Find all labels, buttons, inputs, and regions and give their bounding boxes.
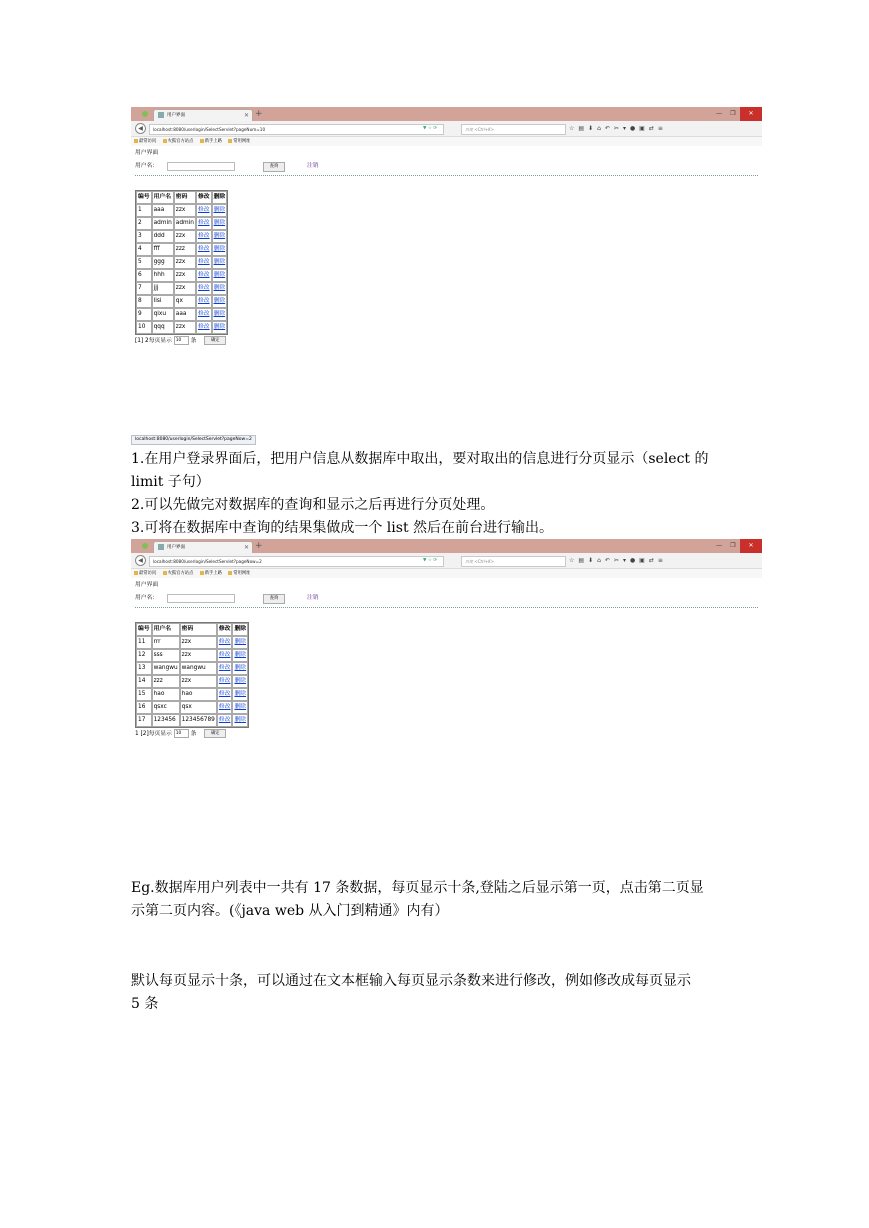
table-cell <box>217 688 233 701</box>
table-cell <box>232 675 248 688</box>
username-input[interactable] <box>167 162 235 171</box>
table-row <box>136 243 227 256</box>
pager <box>135 335 758 347</box>
table-cell: 17 <box>136 714 152 727</box>
table-cell: ddd <box>152 230 174 243</box>
table-cell: 6 <box>136 269 152 282</box>
new-tab-icon[interactable]: + <box>255 541 263 551</box>
delete-link[interactable]: 删除 <box>234 704 247 710</box>
new-tab-icon[interactable]: + <box>255 109 263 119</box>
table-cell: zzx <box>174 282 196 295</box>
folder-icon <box>134 139 138 143</box>
edit-link[interactable]: 修改 <box>197 311 210 317</box>
shield-icon[interactable]: ▼ ☆ ⟳ <box>423 126 438 131</box>
table-cell <box>232 688 248 701</box>
column-header: 删除 <box>232 623 248 636</box>
nav-bar <box>131 553 762 569</box>
bookmark-item[interactable]: 新手上路 <box>200 571 222 576</box>
globe-icon <box>200 571 204 575</box>
table-cell: admin <box>174 217 196 230</box>
table-cell: ggg <box>152 256 174 269</box>
page-size-label: 每页显示 <box>148 731 172 737</box>
table-cell <box>212 204 228 217</box>
table-row <box>136 701 248 714</box>
table-header-row <box>136 191 227 204</box>
page-size-input[interactable]: 10 <box>174 336 189 345</box>
column-header: 用户名 <box>152 623 180 636</box>
table-cell: zzx <box>174 256 196 269</box>
edit-link[interactable]: 修改 <box>197 285 210 291</box>
delete-link[interactable]: 删除 <box>234 639 247 645</box>
table-cell: 16 <box>136 701 152 714</box>
delete-link[interactable]: 删除 <box>234 678 247 684</box>
edit-link[interactable]: 修改 <box>218 717 231 723</box>
search-form <box>135 591 758 605</box>
table-cell: zzz <box>174 243 196 256</box>
table-cell: zzx <box>180 636 217 649</box>
page-size-unit: 条 <box>190 731 197 737</box>
delete-link[interactable]: 删除 <box>213 220 226 226</box>
table-cell <box>217 675 233 688</box>
table-cell <box>196 204 212 217</box>
page-links[interactable]: 1 [2] <box>135 731 149 737</box>
table-header-row <box>136 623 248 636</box>
table-cell <box>217 662 233 675</box>
logout-link[interactable]: 注销 <box>307 163 319 169</box>
table-cell: wangwu <box>180 662 217 675</box>
table-cell: 12 <box>136 649 152 662</box>
table-row <box>136 282 227 295</box>
status-bar-url: localhost:8080/userlogin/SelectServlet?pageNow=2 <box>131 435 256 445</box>
table-cell: 7 <box>136 282 152 295</box>
table-cell: zzx <box>174 230 196 243</box>
toolbar-icons[interactable]: ☆▤⬇⌂↶✂▾●▣⇄≡ <box>569 125 667 132</box>
back-arrow-icon[interactable]: ◀ <box>135 555 146 566</box>
table-cell <box>196 256 212 269</box>
bookmark-item[interactable]: 最常访问 <box>134 571 156 576</box>
delete-link[interactable]: 删除 <box>213 233 226 239</box>
title-bar <box>131 107 762 121</box>
delete-link[interactable]: 删除 <box>234 717 247 723</box>
globe-icon <box>200 139 204 143</box>
table-cell <box>212 230 228 243</box>
text-line: Eg.数据库用户列表中一共有 17 条数据，每页显示十条,登陆之后显示第一页，点击第二页显 <box>131 880 704 896</box>
column-header: 密码 <box>180 623 217 636</box>
text-line: 1.在用户登录界面后，把用户信息从数据库中取出，要对取出的信息进行分页显示（select 的 <box>131 451 709 467</box>
edit-link[interactable]: 修改 <box>197 220 210 226</box>
table-cell: 11 <box>136 636 152 649</box>
delete-link[interactable]: 删除 <box>213 259 226 265</box>
table-cell <box>217 701 233 714</box>
table-cell: qixu <box>152 308 174 321</box>
table-cell <box>196 230 212 243</box>
delete-link[interactable]: 删除 <box>213 285 226 291</box>
table-cell <box>232 636 248 649</box>
table-row <box>136 321 227 334</box>
column-header: 修改 <box>196 191 212 204</box>
table-cell <box>232 701 248 714</box>
table-cell <box>196 308 212 321</box>
table-cell: lisi <box>152 295 174 308</box>
table-cell <box>212 282 228 295</box>
page-content <box>131 578 762 740</box>
folder-icon <box>163 571 167 575</box>
column-header: 编号 <box>136 191 152 204</box>
table-cell: 13 <box>136 662 152 675</box>
folder-icon <box>228 571 232 575</box>
search-input[interactable]: 百度 <Ctrl+K> <box>461 556 566 567</box>
table-row <box>136 217 227 230</box>
table-cell <box>212 269 228 282</box>
table-cell: zzx <box>174 204 196 217</box>
logout-link[interactable]: 注销 <box>307 595 319 601</box>
edit-link[interactable]: 修改 <box>197 233 210 239</box>
bookmarks-bar <box>131 569 762 578</box>
table-cell <box>196 282 212 295</box>
table-cell: zzx <box>174 269 196 282</box>
page-content <box>131 146 762 347</box>
folder-icon <box>134 571 138 575</box>
title-bar <box>131 539 762 553</box>
table-row <box>136 308 227 321</box>
delete-link[interactable]: 删除 <box>234 665 247 671</box>
query-button[interactable]: 查询 <box>263 162 285 172</box>
table-cell <box>212 217 228 230</box>
bookmark-item[interactable]: 新手上路 <box>200 139 222 144</box>
username-label: 用户名： <box>135 163 159 169</box>
page-title: 用户界面 <box>135 150 159 156</box>
delete-link[interactable]: 删除 <box>213 311 226 317</box>
edit-link[interactable]: 修改 <box>218 665 231 671</box>
table-row <box>136 649 248 662</box>
table-row <box>136 714 248 727</box>
search-input[interactable]: 百度 <Ctrl+K> <box>461 124 566 135</box>
minimize-icon[interactable]: — <box>716 542 722 549</box>
bookmark-item[interactable]: 火狐官方站点 <box>163 571 194 576</box>
delete-link[interactable]: 删除 <box>213 246 226 252</box>
window-close-icon[interactable]: ✕ <box>740 539 762 553</box>
text-line: 默认每页显示十条，可以通过在文本框输入每页显示条数来进行修改，例如修改成每页显示 <box>131 973 691 989</box>
tab-close-icon[interactable]: ✕ <box>243 112 249 119</box>
username-label: 用户名： <box>135 595 159 601</box>
text-line: 2.可以先做完对数据库的查询和显示之后再进行分页处理。 <box>131 497 495 513</box>
search-form <box>135 159 758 173</box>
confirm-button[interactable]: 确定 <box>204 729 226 738</box>
table-cell: admin <box>152 217 174 230</box>
delete-link[interactable]: 删除 <box>213 298 226 304</box>
table-cell: 3 <box>136 230 152 243</box>
paragraph-1 <box>131 448 751 540</box>
bookmark-item[interactable]: 常用网址 <box>228 571 250 576</box>
column-header: 删除 <box>212 191 228 204</box>
back-arrow-icon[interactable]: ◀ <box>135 123 146 134</box>
edit-link[interactable]: 修改 <box>218 678 231 684</box>
table-cell: aaa <box>174 308 196 321</box>
folder-icon <box>228 139 232 143</box>
table-cell <box>212 295 228 308</box>
table-row <box>136 256 227 269</box>
username-input[interactable] <box>167 594 235 603</box>
column-header: 编号 <box>136 623 152 636</box>
table-cell: wangwu <box>152 662 180 675</box>
toolbar-icons[interactable]: ☆▤⬇⌂↶✂▾●▣⇄≡ <box>569 557 667 564</box>
delete-link[interactable]: 删除 <box>213 272 226 278</box>
table-cell: hao <box>180 688 217 701</box>
table-cell: 9 <box>136 308 152 321</box>
minimize-icon[interactable]: — <box>716 110 722 117</box>
text-line: 3.可将在数据库中查询的结果集做成一个 list 然后在前台进行输出。 <box>131 520 554 536</box>
table-cell <box>232 714 248 727</box>
delete-link[interactable]: 删除 <box>234 652 247 658</box>
table-cell: 15 <box>136 688 152 701</box>
table-cell: jjj <box>152 282 174 295</box>
table-cell: 123456 <box>152 714 180 727</box>
table-cell <box>196 321 212 334</box>
page-size-label: 每页显示 <box>148 338 172 344</box>
delete-link[interactable]: 删除 <box>234 691 247 697</box>
page-favicon-icon <box>158 544 164 550</box>
column-header: 密码 <box>174 191 196 204</box>
edit-link[interactable]: 修改 <box>218 691 231 697</box>
edit-link[interactable]: 修改 <box>218 652 231 658</box>
tab-title: 用户界面 <box>167 113 185 118</box>
bookmark-item[interactable]: 火狐官方站点 <box>163 139 194 144</box>
folder-icon <box>163 139 167 143</box>
table-cell: sss <box>152 649 180 662</box>
firefox-dot-icon <box>142 543 148 549</box>
table-row <box>136 269 227 282</box>
table-cell: fff <box>152 243 174 256</box>
table-cell: 5 <box>136 256 152 269</box>
paragraph-2 <box>131 877 751 923</box>
table-cell <box>232 662 248 675</box>
table-row <box>136 230 227 243</box>
table-cell <box>232 649 248 662</box>
table-cell <box>217 714 233 727</box>
address-bar[interactable]: localhost:8080/userlogin/SelectServlet?pageNum=10 <box>149 124 444 135</box>
maximize-icon[interactable]: ❐ <box>730 110 736 117</box>
divider <box>135 175 758 176</box>
browser-screenshot-1 <box>131 107 762 347</box>
table-cell: 8 <box>136 295 152 308</box>
bookmarks-bar <box>131 137 762 146</box>
table-cell <box>196 295 212 308</box>
bookmark-item[interactable]: 常用网址 <box>228 139 250 144</box>
table-cell: zzx <box>180 649 217 662</box>
table-row <box>136 688 248 701</box>
table-cell: rrr <box>152 636 180 649</box>
page-favicon-icon <box>158 112 164 118</box>
shield-icon[interactable]: ▼ ☆ ⟳ <box>423 558 438 563</box>
column-header: 用户名 <box>152 191 174 204</box>
table-row <box>136 295 227 308</box>
edit-link[interactable]: 修改 <box>197 259 210 265</box>
table-row <box>136 675 248 688</box>
column-header: 修改 <box>217 623 233 636</box>
table-cell: 14 <box>136 675 152 688</box>
delete-link[interactable]: 删除 <box>213 207 226 213</box>
table-cell: qqq <box>152 321 174 334</box>
nav-bar <box>131 121 762 137</box>
table-cell <box>217 636 233 649</box>
table-cell <box>196 243 212 256</box>
user-table <box>135 190 228 335</box>
edit-link[interactable]: 修改 <box>197 324 210 330</box>
table-cell: zzz <box>152 675 180 688</box>
table-cell: aaa <box>152 204 174 217</box>
delete-link[interactable]: 删除 <box>213 324 226 330</box>
table-cell <box>217 649 233 662</box>
text-line: limit 子句） <box>131 474 210 490</box>
paragraph-3 <box>131 970 751 1016</box>
query-button[interactable]: 查询 <box>263 594 285 604</box>
table-cell: 4 <box>136 243 152 256</box>
table-cell <box>212 256 228 269</box>
table-cell: zzx <box>174 321 196 334</box>
page-size-unit: 条 <box>190 338 197 344</box>
table-cell <box>196 217 212 230</box>
table-cell: qsxc <box>152 701 180 714</box>
page-links[interactable]: [1] 2 <box>135 338 149 344</box>
table-cell <box>212 321 228 334</box>
table-cell <box>196 269 212 282</box>
table-cell: hao <box>152 688 180 701</box>
tab-title: 用户界面 <box>167 545 185 550</box>
table-cell: hhh <box>152 269 174 282</box>
edit-link[interactable]: 修改 <box>197 246 210 252</box>
table-cell: 123456789 <box>180 714 217 727</box>
table-cell: qx <box>174 295 196 308</box>
edit-link[interactable]: 修改 <box>197 207 210 213</box>
address-bar[interactable]: localhost:8080/userlogin/SelectServlet?pageNow=2 <box>149 556 444 567</box>
tab-close-icon[interactable]: ✕ <box>243 544 249 551</box>
pager <box>135 728 758 740</box>
text-line: 5 条 <box>131 996 159 1012</box>
table-row <box>136 662 248 675</box>
text-line: 示第二页内容。(《java web 从入门到精通》内有） <box>131 903 449 919</box>
browser-screenshot-2 <box>131 539 762 740</box>
table-row <box>136 204 227 217</box>
table-cell: 2 <box>136 217 152 230</box>
firefox-dot-icon <box>142 111 148 117</box>
table-cell <box>212 243 228 256</box>
divider <box>135 607 758 608</box>
bookmark-item[interactable]: 最常访问 <box>134 139 156 144</box>
edit-link[interactable]: 修改 <box>197 298 210 304</box>
table-cell: qsx <box>180 701 217 714</box>
page-size-input[interactable]: 10 <box>174 729 189 738</box>
table-cell: 1 <box>136 204 152 217</box>
maximize-icon[interactable]: ❐ <box>730 542 736 549</box>
table-cell: zzx <box>180 675 217 688</box>
confirm-button[interactable]: 确定 <box>204 336 226 345</box>
table-cell <box>212 308 228 321</box>
edit-link[interactable]: 修改 <box>197 272 210 278</box>
edit-link[interactable]: 修改 <box>218 704 231 710</box>
table-row <box>136 636 248 649</box>
edit-link[interactable]: 修改 <box>218 639 231 645</box>
user-table <box>135 622 249 728</box>
window-close-icon[interactable]: ✕ <box>740 107 762 121</box>
table-cell: 10 <box>136 321 152 334</box>
page-title: 用户界面 <box>135 582 159 588</box>
